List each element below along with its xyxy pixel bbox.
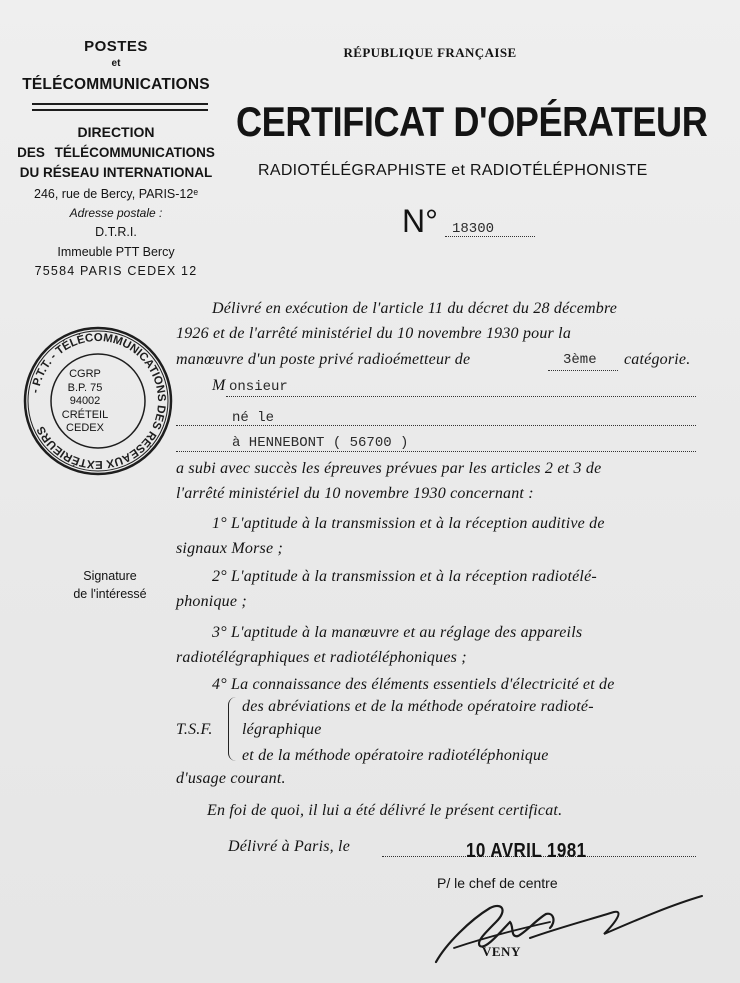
tsf-label: T.S.F. <box>176 721 213 738</box>
holder-signature-label-2: de l'intéressé <box>73 587 147 601</box>
republic-heading: RÉPUBLIQUE FRANÇAISE <box>343 45 517 60</box>
item-4-sub-1: des abréviations et de la méthode opératoire radioté- <box>242 698 594 715</box>
certificate-subtitle: RADIOTÉLÉGRAPHISTE et RADIOTÉLÉPHONISTE <box>258 162 648 179</box>
org-line-1: POSTES <box>84 38 148 55</box>
number-dotline <box>445 236 535 237</box>
postal-line-2: Immeuble PTT Bercy <box>57 245 175 259</box>
handwritten-signature <box>418 882 718 972</box>
org-line-2: et <box>111 58 121 69</box>
stamp-line-3: 94002 <box>69 395 101 407</box>
stamp-line-1: CGRP <box>69 368 101 380</box>
item-3-line-2: radiotélégraphiques et radiotéléphoniques ; <box>176 649 467 666</box>
date-stamp: 10 AVRIL 1981 <box>466 840 587 862</box>
item-4-sub-2: légraphique <box>242 721 322 738</box>
intro-line-2: 1926 et de l'arrêté ministériel du 10 novembre 1930 pour la <box>176 325 572 342</box>
born-dotline <box>176 425 696 426</box>
item-4-end: d'usage courant. <box>176 770 286 787</box>
item-3-line-1: 3° L'aptitude à la manœuvre et au réglage des appareils <box>212 624 583 641</box>
dept-line-1: DIRECTION <box>77 124 155 140</box>
place-field: à HENNEBONT ( 56700 ) <box>232 435 409 451</box>
certificate-title: CERTIFICAT D'OPÉRATEUR <box>236 98 708 145</box>
dept-line-3: DU RÉSEAU INTERNATIONAL <box>19 165 213 180</box>
header-rule-top <box>32 103 208 105</box>
header-rule-bottom <box>32 109 208 111</box>
item-1-line-1: 1° L'aptitude à la transmission et à la réception auditive de <box>212 515 605 532</box>
item-2-line-1: 2° L'aptitude à la transmission et à la réception radiotélé- <box>212 568 597 585</box>
chief-label: P/ le chef de centre <box>437 875 558 891</box>
place-dotline <box>176 451 696 452</box>
stamp-line-4: CRÉTEIL <box>61 408 109 421</box>
postal-line-3: 75584 PARIS CEDEX 12 <box>34 264 198 278</box>
postal-label: Adresse postale : <box>69 206 163 220</box>
signer-name: VENY <box>482 944 521 959</box>
dept-line-2: DES TÉLÉCOMMUNICATIONS <box>17 145 215 160</box>
item-4-sub-3: et de la méthode opératoire radiotéléphonique <box>242 747 549 764</box>
stamp-ring-text: - P.T.T. - TÉLÉCOMMUNICATIONS DES RÉSEAUX EXTÉRIEURS <box>29 331 168 471</box>
certificate-number: 18300 <box>452 221 495 237</box>
m-letter: M <box>212 377 226 394</box>
stamp-line-2: B.P. 75 <box>67 381 103 394</box>
conclusion: En foi de quoi, il lui a été délivré le présent certificat. <box>207 802 563 819</box>
category-value: 3ème <box>563 352 597 368</box>
item-4-line-1: 4° La connaissance des éléments essentiels d'électricité et de <box>212 676 615 693</box>
intro-line-1: Délivré en exécution de l'article 11 du décret du 28 décembre <box>212 300 618 317</box>
sender-address: 246, rue de Bercy, PARIS-12ᵉ <box>34 187 198 201</box>
holder-signature-label-1: Signature <box>83 569 137 583</box>
intro-line-3a: manœuvre d'un poste privé radioémetteur de <box>176 351 471 368</box>
name-dotline <box>226 396 696 397</box>
postal-line-1: D.T.R.I. <box>95 225 137 239</box>
intro-line-3b: catégorie. <box>624 351 691 368</box>
category-dotline <box>548 370 618 371</box>
stamp-center <box>50 368 120 436</box>
name-field: onsieur <box>229 379 288 395</box>
tsf-brace <box>228 697 237 761</box>
passed-line-1: a subi avec succès les épreuves prévues par les articles 2 et 3 de <box>176 460 602 477</box>
number-label: N° <box>402 203 438 239</box>
born-field: né le <box>232 410 275 426</box>
passed-line-2: l'arrêté ministériel du 10 novembre 1930 concernant : <box>176 485 534 502</box>
stamp-line-5: CEDEX <box>66 422 104 434</box>
item-1-line-2: signaux Morse ; <box>176 540 283 557</box>
issued-label: Délivré à Paris, le <box>228 838 350 855</box>
item-2-line-2: phonique ; <box>176 593 247 610</box>
org-line-3: TÉLÉCOMMUNICATIONS <box>22 76 210 93</box>
